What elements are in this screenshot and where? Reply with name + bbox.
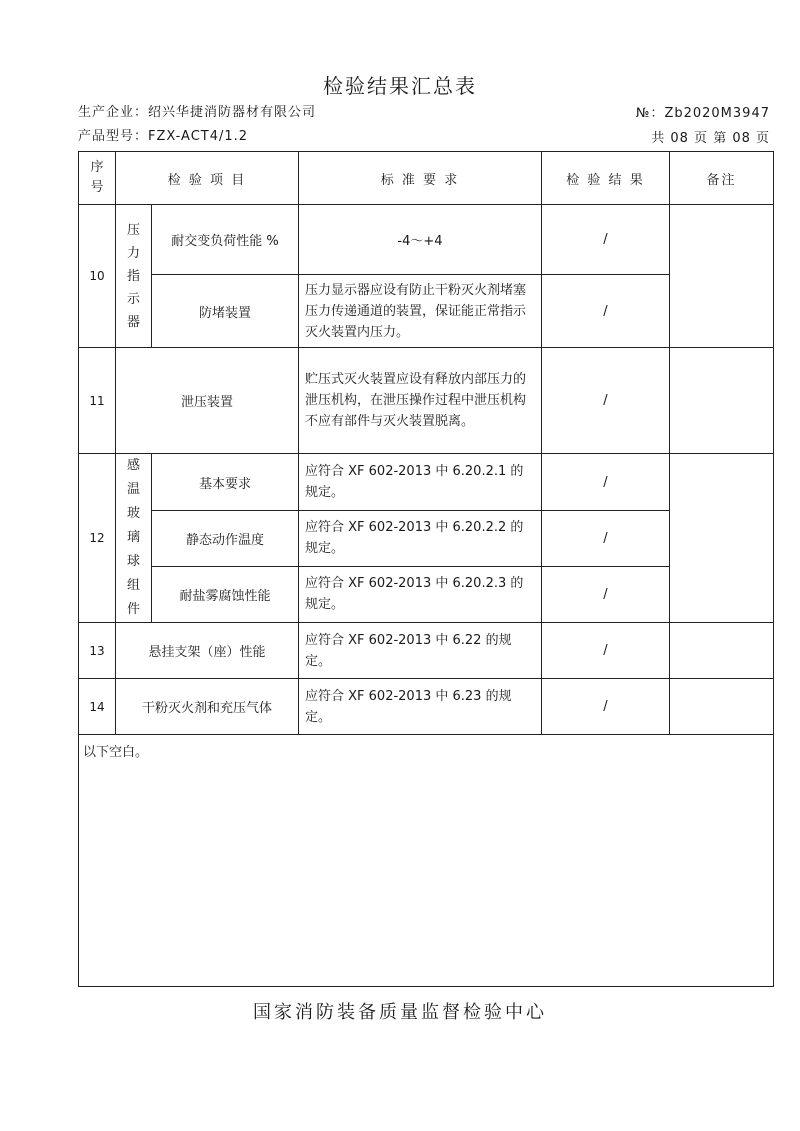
result-cell: / <box>542 679 670 735</box>
row-seq: 14 <box>79 679 116 735</box>
remark-cell <box>670 623 774 679</box>
issuing-organization: 国家消防装备质量监督检验中心 <box>253 1002 547 1023</box>
item-cell: 防堵装置 <box>152 275 299 348</box>
header-seq <box>79 152 116 205</box>
table-row <box>79 205 774 275</box>
item-cell: 耐盐雾腐蚀性能 <box>152 566 299 622</box>
blank-note: 以下空白。 <box>79 735 774 987</box>
standard-cell: 应符合 XF 602-2013 中 6.23 的规定。 <box>299 679 542 735</box>
table-row <box>79 511 774 567</box>
standard-cell: 应符合 XF 602-2013 中 6.20.2.3 的规定。 <box>299 566 542 622</box>
group-label-text: 感温玻璃球组件 <box>126 458 140 617</box>
product-model-label: 产品型号：FZX-ACT4/1.2 <box>78 129 249 144</box>
item-cell: 悬挂支架（座）性能 <box>116 623 299 679</box>
row-seq: 12 <box>79 454 116 623</box>
result-cell: / <box>542 275 670 348</box>
table-row <box>79 566 774 622</box>
header-remark: 备注 <box>670 152 774 205</box>
header-result: 检 验 结 果 <box>542 152 670 205</box>
item-cell: 泄压装置 <box>116 348 299 454</box>
result-cell: / <box>542 623 670 679</box>
group-label <box>116 454 152 623</box>
result-cell: / <box>542 205 670 275</box>
item-cell: 基本要求 <box>152 454 299 511</box>
remark-cell <box>670 348 774 454</box>
group-label <box>116 205 152 348</box>
header-seq-text: 序号 <box>90 160 104 195</box>
group-label-text: 压力指示器 <box>126 222 140 330</box>
row-seq: 11 <box>79 348 116 454</box>
report-number: №：Zb2020M3947 <box>635 106 770 121</box>
row-seq: 13 <box>79 623 116 679</box>
results-table <box>78 151 774 987</box>
table-row <box>79 454 774 511</box>
table-row <box>79 348 774 454</box>
result-cell: / <box>542 348 670 454</box>
blank-row <box>79 735 774 987</box>
table-row <box>79 679 774 735</box>
item-cell: 静态动作温度 <box>152 511 299 567</box>
manufacturer-label: 生产企业：绍兴华捷消防器材有限公司 <box>78 105 317 120</box>
result-cell: / <box>542 511 670 567</box>
standard-cell: 应符合 XF 602-2013 中 6.22 的规定。 <box>299 623 542 679</box>
document-title: 检验结果汇总表 <box>323 74 477 98</box>
standard-cell: 应符合 XF 602-2013 中 6.20.2.1 的规定。 <box>299 454 542 511</box>
remark-cell <box>670 679 774 735</box>
table-row <box>79 275 774 348</box>
header-item: 检 验 项 目 <box>116 152 299 205</box>
item-cell: 干粉灭火剂和充压气体 <box>116 679 299 735</box>
standard-cell: 贮压式灭火装置应设有释放内部压力的泄压机构，在泄压操作过程中泄压机构不应有部件与灭火装置脱离。 <box>299 348 542 454</box>
table-row <box>79 623 774 679</box>
standard-cell: 应符合 XF 602-2013 中 6.20.2.2 的规定。 <box>299 511 542 567</box>
remark-cell <box>670 454 774 623</box>
remark-cell <box>670 205 774 348</box>
standard-cell: 压力显示器应设有防止干粉灭火剂堵塞压力传递通道的装置，保证能正常指示灭火装置内压力。 <box>299 275 542 348</box>
standard-cell: -4～+4 <box>299 205 542 275</box>
result-cell: / <box>542 454 670 511</box>
item-cell: 耐交变负荷性能 % <box>152 205 299 275</box>
page-indicator: 共 08 页 第 08 页 <box>651 131 770 146</box>
table-header-row <box>79 152 774 205</box>
header-standard: 标 准 要 求 <box>299 152 542 205</box>
row-seq: 10 <box>79 205 116 348</box>
result-cell: / <box>542 566 670 622</box>
